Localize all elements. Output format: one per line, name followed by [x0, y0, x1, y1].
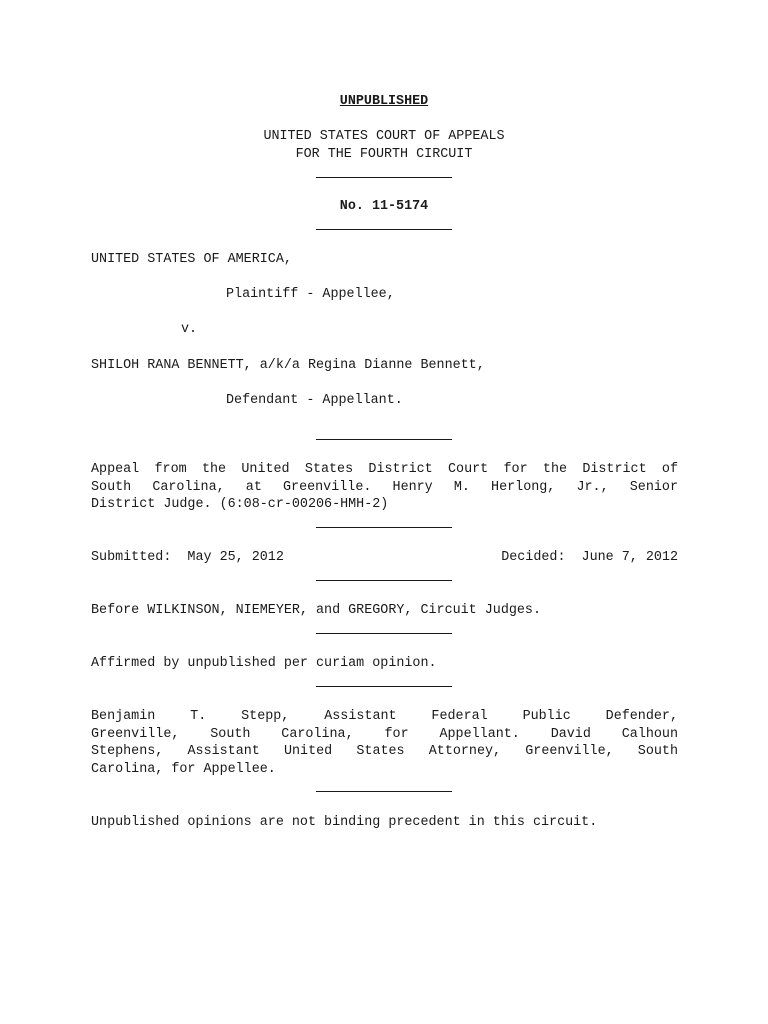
appeal-line: District Judge. (6:08-cr-00206-HMH-2) [91, 497, 389, 512]
decided-date: Decided: June 7, 2012 [501, 550, 678, 565]
counsel-line: Stephens, Assistant United States Attorney, Greenville, South [91, 744, 678, 759]
counsel-line: Benjamin T. Stepp, Assistant Federal Public Defender, [91, 709, 678, 724]
plaintiff-name: UNITED STATES OF AMERICA, [91, 252, 292, 267]
appeal-line: South Carolina, at Greenville. Henry M. Herlong, Jr., Senior [91, 479, 678, 495]
publication-status: UNPUBLISHED [339, 94, 429, 109]
precedent-note: Unpublished opinions are not binding precedent in this circuit. [91, 815, 598, 830]
divider-rule [316, 633, 452, 634]
divider-rule [316, 439, 452, 440]
divider-rule [316, 791, 452, 792]
defendant-name: SHILOH RANA BENNETT, a/k/a Regina Dianne Bennett, [91, 358, 485, 373]
appeal-paragraph [91, 461, 678, 514]
counsel-line: Carolina, for Appellee. [91, 761, 276, 777]
submitted-date: Submitted: May 25, 2012 [91, 550, 284, 565]
dates-row [91, 549, 678, 566]
panel-judges: Before WILKINSON, NIEMEYER, and GREGORY, Circuit Judges. [91, 603, 541, 618]
plaintiff-role: Plaintiff - Appellee, [226, 287, 395, 302]
appeal-line: Appeal from the United States District Court for the District of [91, 462, 678, 477]
defendant-role: Defendant - Appellant. [226, 393, 403, 408]
divider-rule [316, 686, 452, 687]
counsel-paragraph [91, 708, 678, 778]
court-name-line-1: UNITED STATES COURT OF APPEALS [263, 129, 505, 144]
divider-rule [316, 177, 452, 178]
versus: v. [181, 322, 198, 337]
divider-rule [316, 527, 452, 528]
disposition: Affirmed by unpublished per curiam opinion. [91, 656, 437, 671]
divider-rule [316, 580, 452, 581]
divider-rule [316, 229, 452, 230]
court-name-line-2: FOR THE FOURTH CIRCUIT [295, 147, 473, 162]
case-number: No. 11-5174 [339, 199, 429, 214]
counsel-line: Greenville, South Carolina, for Appellant. David Calhoun [91, 726, 678, 742]
